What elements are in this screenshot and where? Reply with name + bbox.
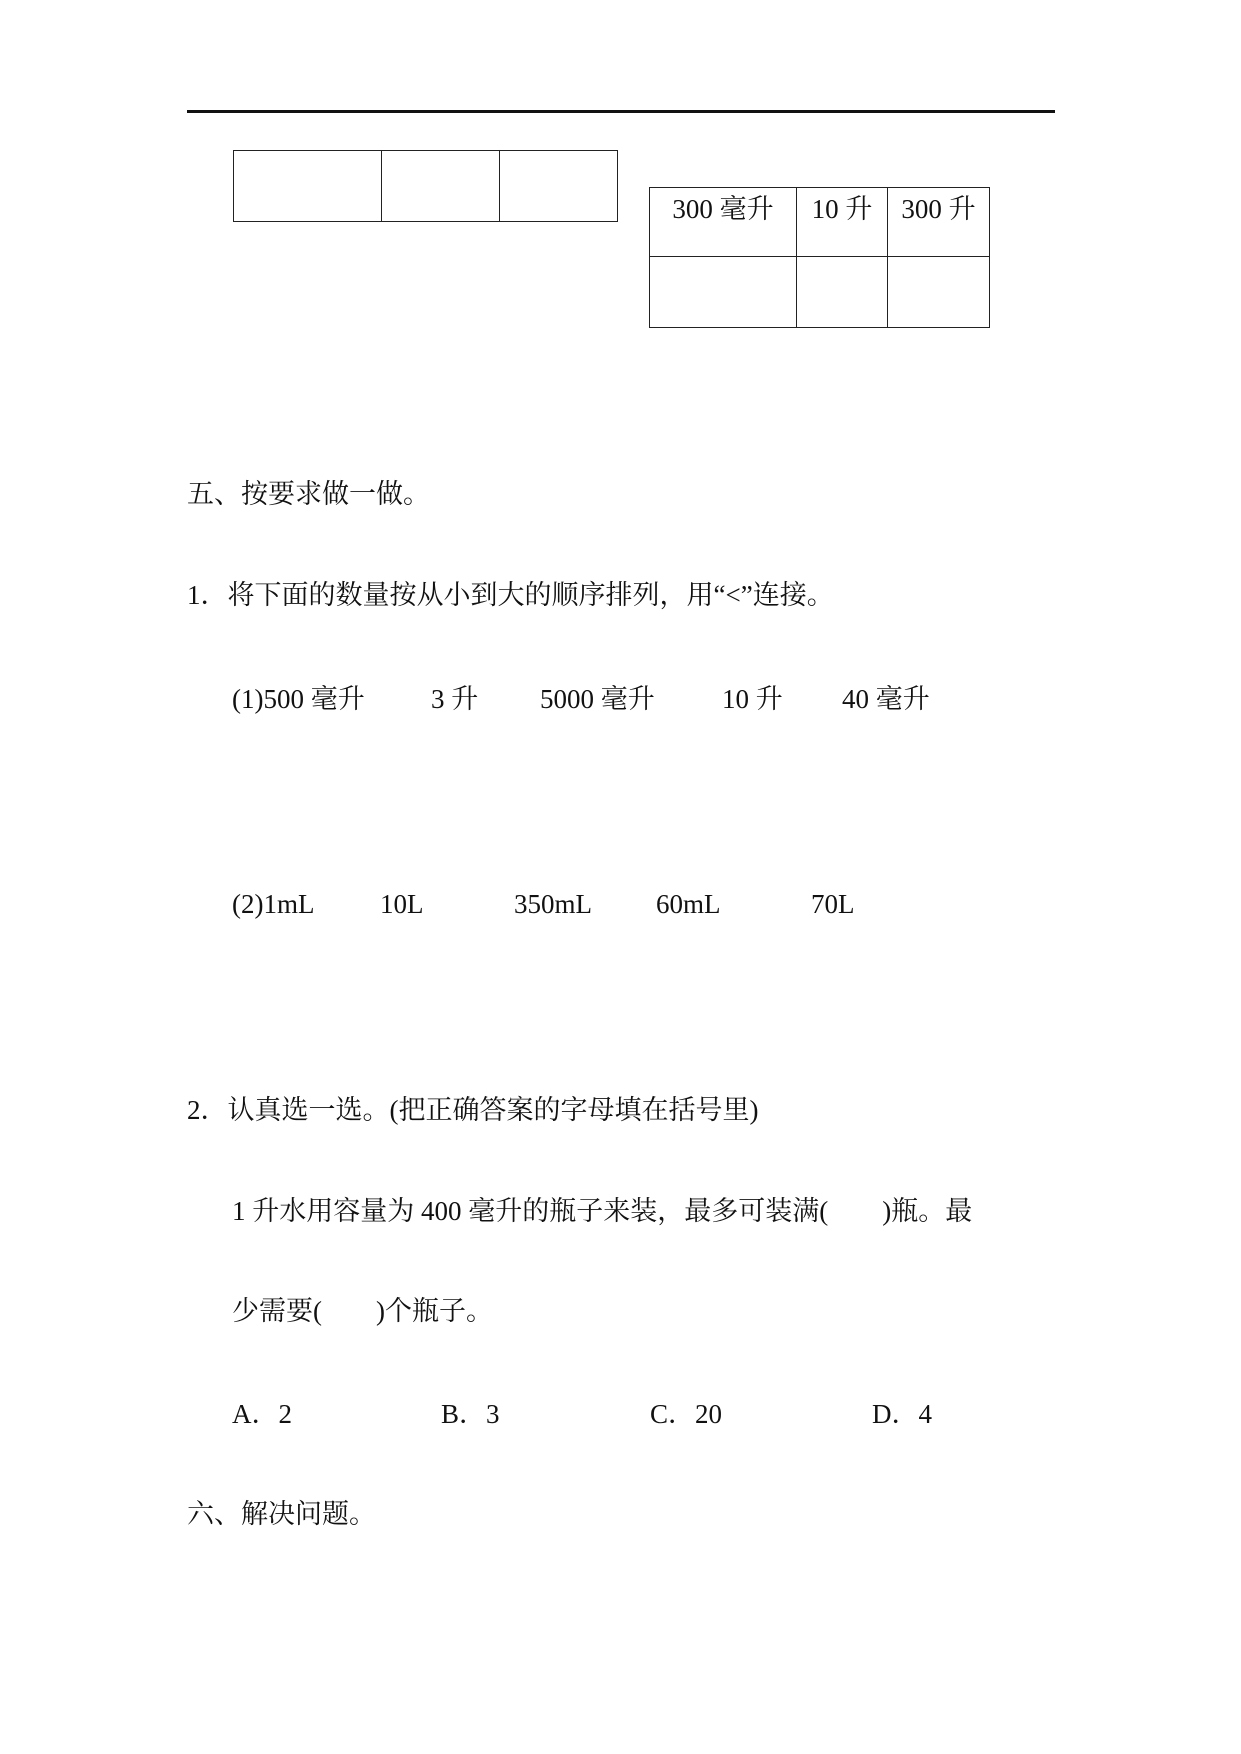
quantity-item: (1)500 毫升 [232, 684, 365, 714]
option-c: C．20 [650, 1399, 723, 1429]
section-6-title: 六、解决问题。 [187, 1499, 376, 1529]
capacity-answer-cell[interactable] [888, 257, 990, 328]
answer-cell[interactable] [382, 151, 500, 222]
question-2-body-line-2: 少需要( )个瓶子。 [232, 1296, 493, 1326]
quantity-item: 5000 毫升 [540, 684, 655, 714]
option-b: B．3 [441, 1399, 500, 1429]
capacity-answer-cell[interactable] [650, 257, 797, 328]
question-2-body-line-1: 1 升水用容量为 400 毫升的瓶子来装，最多可装满( )瓶。最 [232, 1196, 973, 1226]
capacity-header-cell: 10 升 [797, 188, 888, 257]
answer-cell[interactable] [234, 151, 382, 222]
capacity-answer-cell[interactable] [797, 257, 888, 328]
quantity-item: 40 毫升 [842, 684, 930, 714]
blank-answer-table [233, 150, 618, 222]
header-rule [187, 110, 1055, 113]
capacity-header-cell: 300 毫升 [650, 188, 797, 257]
question-2-text: 2．认真选一选。(把正确答案的字母填在括号里) [187, 1095, 759, 1125]
capacity-header-cell: 300 升 [888, 188, 990, 257]
quantity-item: 60mL [656, 889, 721, 919]
capacity-table [649, 187, 990, 328]
quantity-item: 350mL [514, 889, 592, 919]
quantity-item: 10 升 [722, 684, 783, 714]
quantity-item: 70L [811, 889, 855, 919]
answer-cell[interactable] [500, 151, 618, 222]
option-d: D．4 [872, 1399, 932, 1429]
question-1-text: 1．将下面的数量按从小到大的顺序排列，用“<”连接。 [187, 580, 834, 610]
quantity-item: 10L [380, 889, 424, 919]
option-a: A．2 [232, 1399, 292, 1429]
section-5-title: 五、按要求做一做。 [187, 479, 430, 509]
quantity-item: (2)1mL [232, 889, 315, 919]
quantity-item: 3 升 [431, 684, 479, 714]
